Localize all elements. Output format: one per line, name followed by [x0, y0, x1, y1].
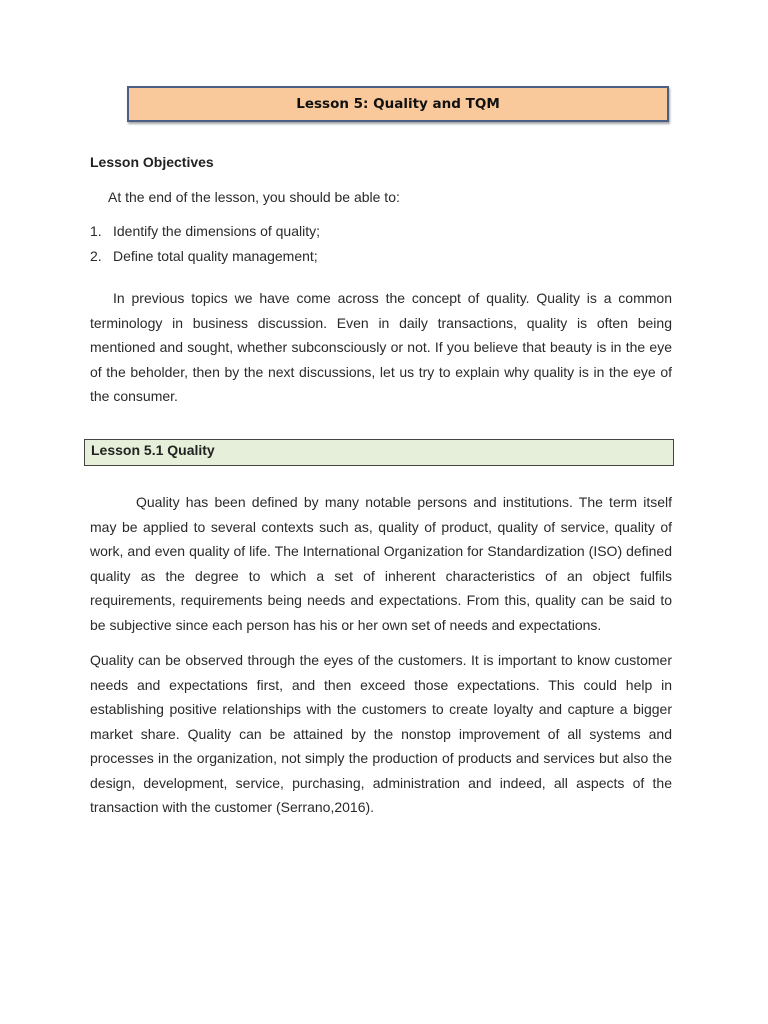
objective-text: Identify the dimensions of quality; — [113, 223, 321, 239]
section-header-box — [84, 439, 674, 466]
quality-customers-paragraph: Quality can be observed through the eyes of the customers. It is important to know customer needs and expectations first, and then exceed those expectations. This could help in establishing positive relationships with the customers to create loyalty and capture a bigger market share. Quality can be attained by the nonstop improvement of all systems and processes in the organization, not simply the production of products and services but also the design, development, service, purchasing, administration and indeed, all aspects of the transaction with the customer (Serrano,2016). — [90, 652, 672, 815]
objective-item — [90, 222, 320, 247]
objectives-intro: At the end of the lesson, you should be able to: — [108, 189, 400, 205]
objective-text: Define total quality management; — [113, 248, 318, 264]
quality-definition-paragraph: Quality has been defined by many notable persons and institutions. The term itself may be applied to several contexts such as, quality of product, quality of service, quality of work, and even quality of life. The International Organization for Standardization (ISO) defined quality as the degree to which a set of inherent characteristics of an object fulfils requirements, requirements being needs and expectations. From this, quality can be said to be subjective since each person has his or her own set of needs and expectations. — [90, 494, 672, 633]
objective-number: 2. — [90, 248, 102, 264]
objective-number: 1. — [90, 223, 102, 239]
lesson-title: Lesson 5: Quality and TQM — [296, 96, 500, 112]
intro-paragraph: In previous topics we have come across the concept of quality. Quality is a common terminology in business discussion. Even in daily transactions, quality is often being mentioned and sought, whether subconsciously or not. If you believe that beauty is in the eye of the beholder, then by the next discussions, let us try to explain why quality is in the eye of the consumer. — [90, 290, 672, 404]
lesson-title-box — [127, 86, 669, 122]
objective-item — [90, 247, 320, 272]
objectives-heading: Lesson Objectives — [90, 154, 214, 170]
section-header: Lesson 5.1 Quality — [91, 442, 215, 458]
objectives-list — [90, 222, 320, 272]
